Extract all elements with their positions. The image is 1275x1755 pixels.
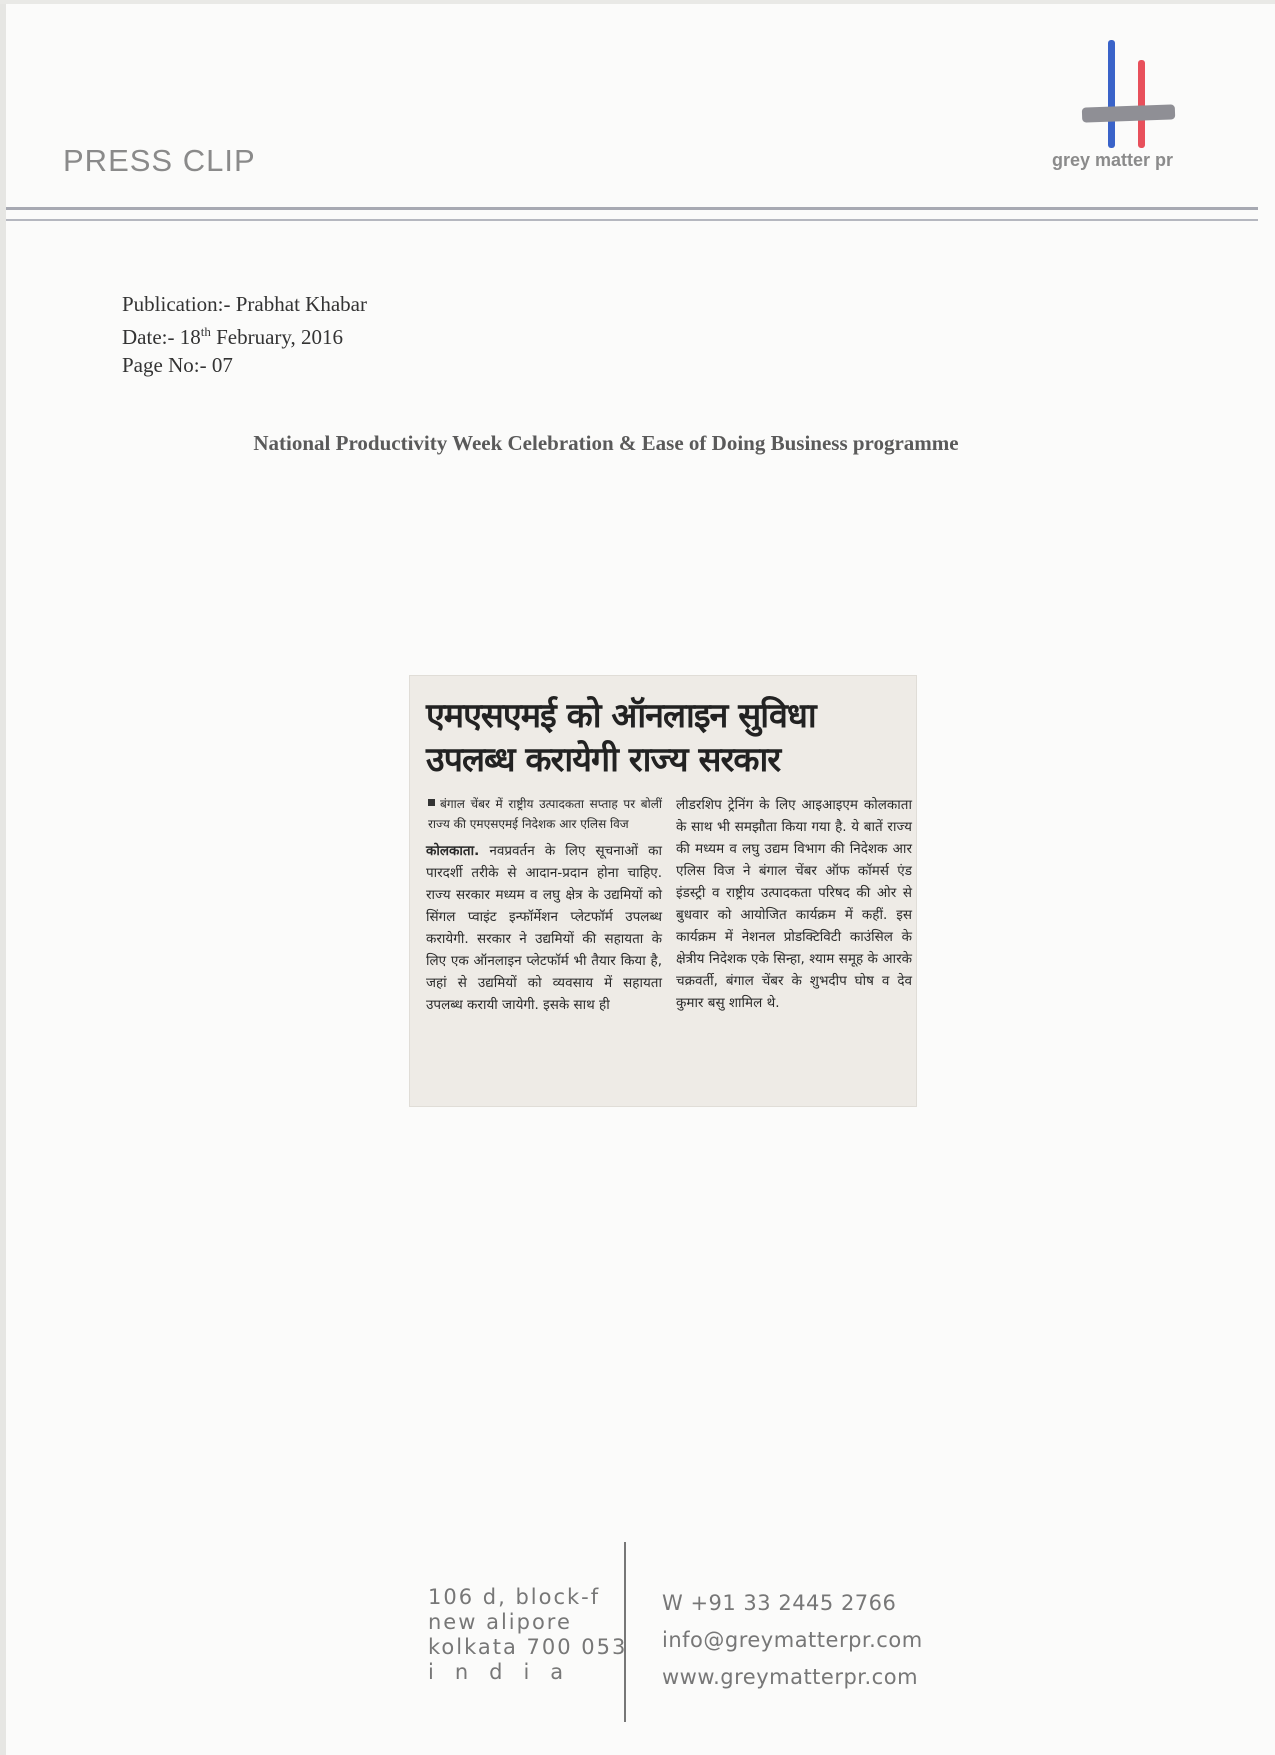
article-headline-line1: एमएसएमई को ऑनलाइन सुविधा [426, 696, 816, 736]
footer-website: www.greymatterpr.com [662, 1665, 919, 1689]
date-rest: February, 2016 [216, 325, 344, 349]
header-rule-top [6, 207, 1258, 210]
header-rule-bottom [6, 219, 1258, 221]
page-value: 07 [211, 353, 233, 377]
square-bullet-icon [428, 799, 435, 806]
logo-red-stroke [1138, 60, 1145, 148]
page-label: Page No:- [122, 353, 207, 377]
article-body-left-text: नवप्रवर्तन के लिए सूचनाओं का पारदर्शी तरीके से आदान-प्रदान होना चाहिए. राज्य सरकार मध्यम व लघु क्षेत्र के उद्यमियों को सिंगल प्वाइंट इन्फॉर्मेशन प्लेटफॉर्म उपलब्ध करायेगी. सरकार ने उद्यमियों की सहायता के लिए एक ऑनलाइन प्लेटफॉर्म भी तैयार किया है, जहां से उद्यमियों को व्यवसाय में सहायता उपलब्ध करायी जायेगी. इसके साथ ही [426, 843, 662, 1013]
publication-line [122, 290, 367, 318]
article-subhead-text: बंगाल चेंबर में राष्ट्रीय उत्पादकता सप्ताह पर बोलीं राज्य की एमएसएमई निदेशक आर एलिस विज [428, 797, 662, 831]
address-line-3: kolkata 700 053 [428, 1635, 628, 1659]
event-title: National Productivity Week Celebration & Ease of Doing Business programme [253, 431, 959, 455]
page-edge-top [0, 0, 1275, 4]
logo-blue-stroke [1108, 40, 1115, 148]
date-suffix: th [200, 324, 211, 339]
clip-metadata [122, 290, 367, 379]
address-line-1: 106 d, block-f [428, 1585, 601, 1609]
brand-name: grey matter pr [1052, 150, 1174, 170]
footer-email: info@greymatterpr.com [662, 1628, 923, 1652]
logo-grey-bar [1082, 104, 1175, 122]
date-label: Date:- [122, 325, 175, 349]
article-headline-line2: उपलब्ध करायेगी राज्य सरकार [426, 740, 781, 780]
press-clip-label: PRESS CLIP [63, 143, 256, 178]
newspaper-clipping [410, 676, 916, 1106]
footer-contact [662, 1585, 923, 1696]
page-edge-left [0, 0, 6, 1755]
article-column-right [676, 794, 912, 1014]
address-line-4: india [428, 1660, 585, 1684]
article-headline [426, 694, 912, 782]
date-line [122, 318, 367, 351]
footer-phone: W +91 33 2445 2766 [662, 1591, 897, 1615]
publication-value: Prabhat Khabar [235, 292, 367, 316]
date-day: 18 [179, 325, 201, 349]
page-line [122, 351, 367, 379]
article-dateline: कोलकाता. [426, 843, 480, 859]
article-body-right-text: लीडरशिप ट्रेनिंग के लिए आइआइएम कोलकाता के साथ भी समझौता किया गया है. ये बातें राज्य की मध्यम व लघु उद्यम विभाग की निदेशक आर एलिस विज ने बंगाल चेंबर ऑफ कॉमर्स एंड इंडस्ट्री व राष्ट्रीय उत्पादकता परिषद की ओर से बुधवार को आयोजित कार्यक्रम में कहीं. इस कार्यक्रम में नेशनल प्रोडक्टिविटी काउंसिल के क्षेत्रीय निदेशक एके सिन्हा, श्याम समूह के आरके चक्रवर्ती, बंगाल चेंबर के शुभदीप घोष व देव कुमार बसु शामिल थे. [676, 797, 912, 1011]
address-line-2: new alipore [428, 1610, 572, 1634]
footer-address [428, 1585, 627, 1685]
publication-label: Publication:- [122, 292, 231, 316]
article-column-left [426, 794, 662, 1016]
article-subhead [426, 794, 662, 834]
article-body-left [426, 840, 662, 1016]
